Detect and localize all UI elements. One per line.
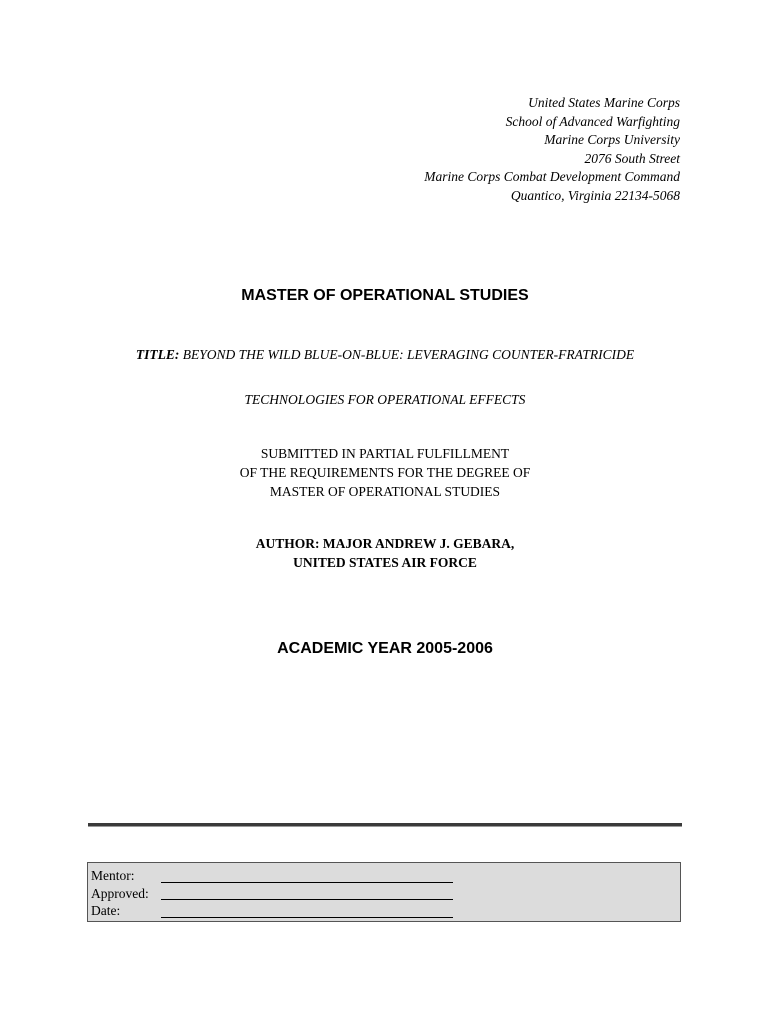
address-line: School of Advanced Warfighting	[505, 113, 680, 129]
approved-signature-line	[161, 886, 453, 900]
submission-line: OF THE REQUIREMENTS FOR THE DEGREE OF	[239, 465, 531, 480]
address-line: United States Marine Corps	[528, 95, 680, 110]
date-row	[91, 902, 680, 920]
approved-row	[91, 885, 680, 903]
submission-statement	[0, 444, 770, 501]
date-signature-line	[161, 904, 453, 918]
date-label: Date:	[91, 903, 121, 918]
author-service: UNITED STATES AIR FORCE	[293, 555, 477, 570]
address-line: Marine Corps University	[544, 132, 680, 147]
mentor-row	[91, 867, 680, 885]
address-line: Marine Corps Combat Development Command	[424, 169, 680, 184]
author-block	[0, 534, 770, 572]
approved-label: Approved:	[91, 885, 149, 901]
title-text-1: BEYOND THE WILD BLUE-ON-BLUE: LEVERAGING COUNTER-FRATRICIDE	[182, 347, 635, 362]
address-line: 2076 South Street	[584, 150, 680, 166]
signature-block	[87, 862, 681, 922]
mentor-label: Mentor:	[91, 868, 135, 883]
submission-line: SUBMITTED IN PARTIAL FULFILLMENT	[260, 446, 510, 461]
thesis-title-line-2: TECHNOLOGIES FOR OPERATIONAL EFFECTS	[244, 392, 526, 407]
mentor-signature-line	[161, 869, 453, 883]
horizontal-divider	[88, 823, 682, 827]
title-label: TITLE:	[135, 347, 180, 362]
submission-line: MASTER OF OPERATIONAL STUDIES	[269, 484, 501, 499]
thesis-title-line-1	[0, 347, 770, 363]
author-name: AUTHOR: MAJOR ANDREW J. GEBARA,	[255, 536, 515, 551]
degree-heading: MASTER OF OPERATIONAL STUDIES	[241, 287, 529, 304]
institution-address	[424, 94, 680, 205]
academic-year: ACADEMIC YEAR 2005-2006	[277, 640, 493, 657]
address-line: Quantico, Virginia 22134-5068	[510, 187, 680, 203]
